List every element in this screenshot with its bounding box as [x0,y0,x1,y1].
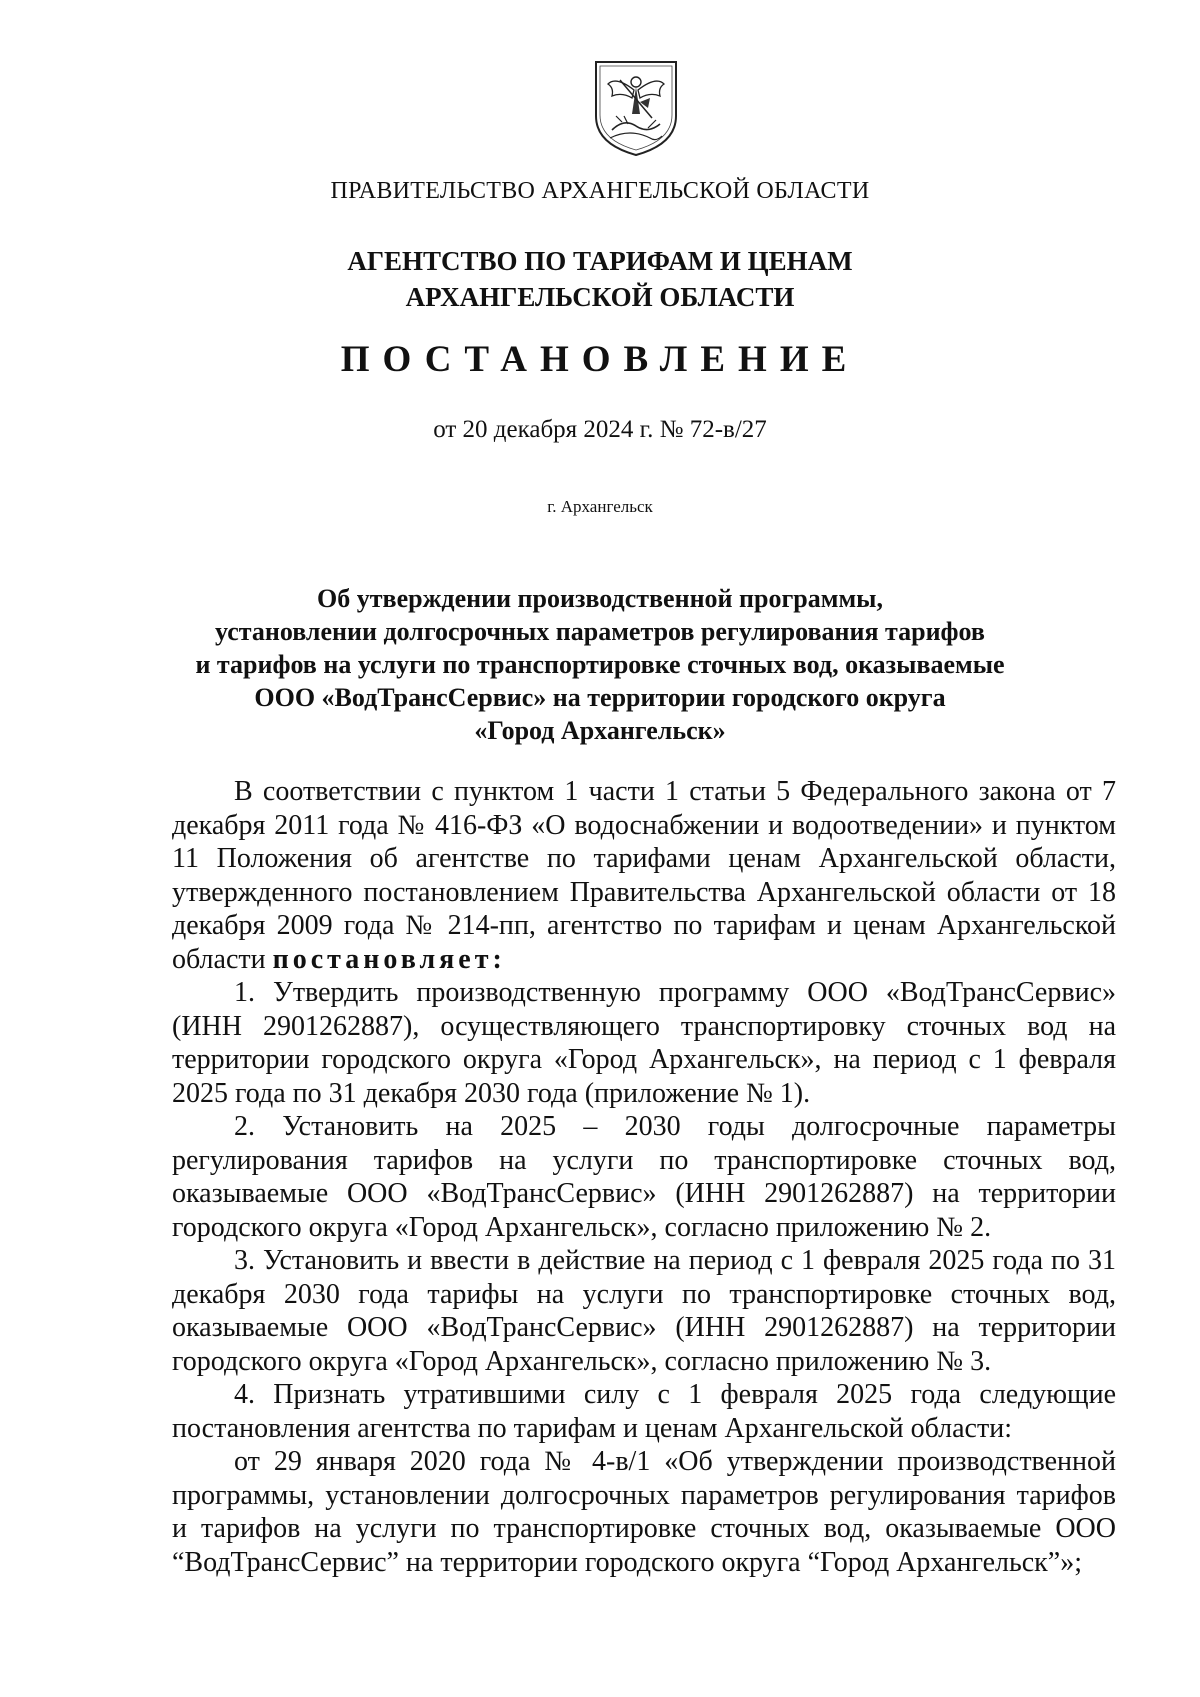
agency-name-line: АРХАНГЕЛЬСКОЙ ОБЛАСТИ [405,282,795,312]
preamble-text: В соответствии с пунктом 1 части 1 статьи 5 Федерального закона от 7 декабря 2011 года № 416-ФЗ «О водоснабжении и водоотведении» и пунктом 11 Положения об агентстве по тарифами ценам Архангельской области, утвержденного постановлением Правительства Архангельской области от 18 декабря 2009 года № 214-пп, агентство по тарифам и ценам Архангельской области [172,776,1116,975]
government-name: ПРАВИТЕЛЬСТВО АРХАНГЕЛЬСКОЙ ОБЛАСТИ [330,178,870,204]
subject-line: «Город Архангельск» [474,716,726,745]
coat-of-arms-emblem [590,58,682,158]
subject-line: установлении долгосрочных параметров регулирования тарифов [215,617,985,646]
subject-line: ООО «ВодТрансСервис» на территории городского округа [254,683,946,712]
decree-word: постановляет: [272,943,506,975]
archangel-emblem-icon [590,58,682,158]
repealed-decree-item: от 29 января 2020 года № 4-в/1 «Об утверждении производственной программы, установлении долгосрочных параметров регулирования тарифов и тарифов на услуги по транспортировке сточных вод, оказываемые ООО “ВодТрансСервис” на территории городского округа “Город Архангельск”»; [172,1446,1116,1578]
document-date-number: от 20 декабря 2024 г. № 72-в/27 [433,416,767,443]
agency-name [0,243,1200,315]
subject-line: Об утверждении производственной программы, [317,584,883,613]
decree-item: 4. Признать утратившими силу с 1 февраля 2025 года следующие постановления агентства по тарифам и ценам Архангельской области: [172,1379,1116,1444]
agency-name-line: АГЕНТСТВО ПО ТАРИФАМ И ЦЕНАМ [347,246,853,276]
decree-item: 1. Утвердить производственную программу ООО «ВодТрансСервис» (ИНН 2901262887), осуществляющего транспортировку сточных вод на территории городского округа «Город Архангельск», на период с 1 февраля 2025 года по 31 декабря 2030 года (приложение № 1). [172,977,1116,1109]
preamble-paragraph [172,775,1116,976]
subject-line: и тарифов на услуги по транспортировке сточных вод, оказываемые [195,650,1005,679]
document-body [172,775,1116,1579]
document-place: г. Архангельск [547,497,653,516]
decree-item: 3. Установить и ввести в действие на период с 1 февраля 2025 года по 31 декабря 2030 года тарифы на услуги по транспортировке сточных вод, оказываемые ООО «ВодТрансСервис» (ИНН 2901262887) на территории городского округа «Город Архангельск», согласно приложению № 3. [172,1245,1116,1377]
document-subject [0,582,1200,747]
decree-item: 2. Установить на 2025 – 2030 годы долгосрочные параметры регулирования тарифов на услуги по транспортировке сточных вод, оказываемые ООО «ВодТрансСервис» (ИНН 2901262887) на территории городского округа «Город Архангельск», согласно приложению № 2. [172,1111,1116,1243]
document-type-title: ПОСТАНОВЛЕНИЕ [340,339,860,380]
